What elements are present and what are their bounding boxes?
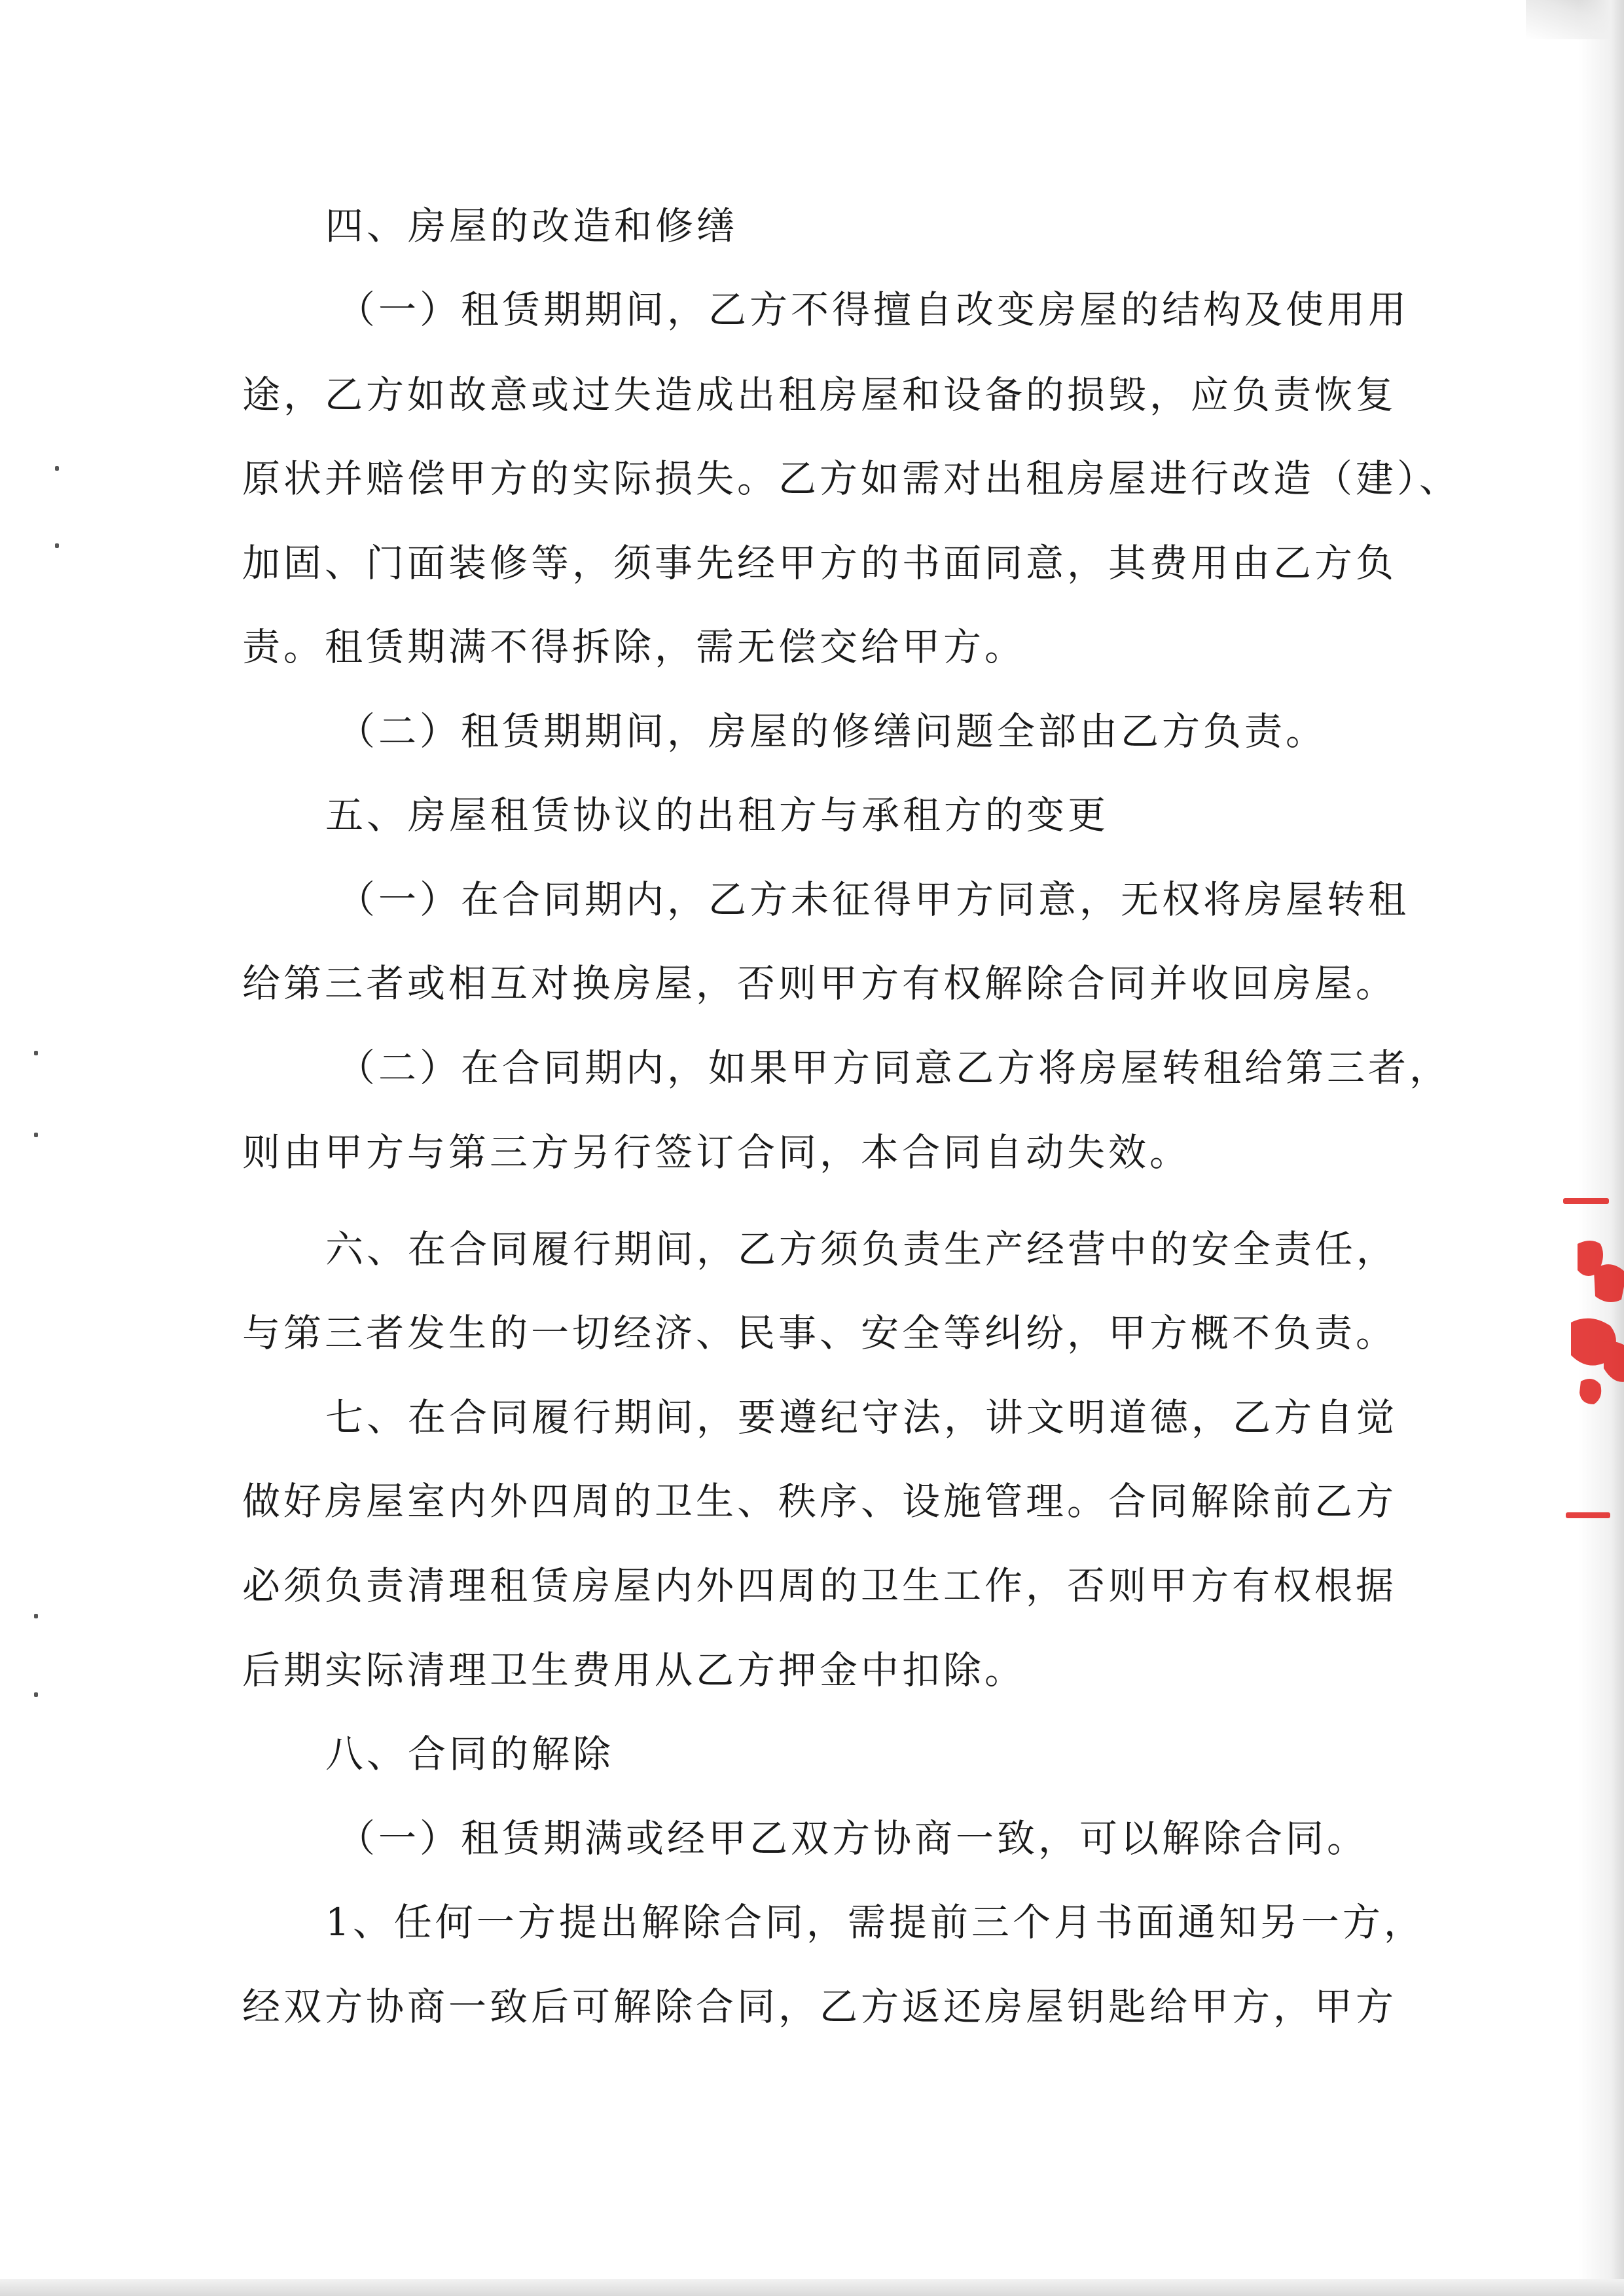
scan-speck — [34, 1051, 38, 1055]
paragraph-line: （一）租赁期满或经甲乙双方协商一致，可以解除合同。 — [337, 1816, 1369, 1861]
scan-edge-shadow — [1578, 0, 1624, 2296]
section-heading-7: 七、在合同履行期间，要遵纪守法，讲文明道德，乙方自觉 — [325, 1395, 1398, 1440]
scan-speck — [34, 1614, 38, 1618]
paragraph-line: 责。租赁期满不得拆除，需无偿交给甲方。 — [242, 625, 1026, 669]
paragraph-line: 经双方协商一致后可解除合同，乙方返还房屋钥匙给甲方，甲方 — [242, 1984, 1398, 2029]
paragraph-line: 途，乙方如故意或过失造成出租房屋和设备的损毁，应负责恢复 — [242, 373, 1398, 417]
section-heading-5: 五、房屋租赁协议的出租方与承租方的变更 — [325, 793, 1110, 837]
scan-speck — [34, 1692, 38, 1697]
paragraph-line: （一）在合同期内，乙方未征得甲方同意，无权将房屋转租 — [337, 877, 1410, 922]
section-heading-4: 四、房屋的改造和修缮 — [325, 204, 738, 248]
paragraph-line: （二）租赁期期间，房屋的修缮问题全部由乙方负责。 — [337, 709, 1327, 754]
paragraph-line: （一）租赁期期间，乙方不得擅自改变房屋的结构及使用用 — [337, 287, 1410, 332]
paragraph-line: 1、任何一方提出解除合同，需提前三个月书面通知另一方， — [325, 1900, 1425, 1944]
paragraph-line: 做好房屋室内外四周的卫生、秩序、设施管理。合同解除前乙方 — [242, 1479, 1398, 1523]
paragraph-line: 则由甲方与第三方另行签订合同，本合同自动失效。 — [242, 1130, 1191, 1175]
section-heading-6: 六、在合同履行期间，乙方须负责生产经营中的安全责任， — [325, 1227, 1398, 1271]
section-heading-8: 八、合同的解除 — [325, 1732, 615, 1776]
paragraph-line: 给第三者或相互对换房屋，否则甲方有权解除合同并收回房屋。 — [242, 961, 1398, 1006]
paragraph-line: 原状并赔偿甲方的实际损失。乙方如需对出租房屋进行改造（建）、 — [242, 456, 1461, 501]
scan-bottom-edge — [0, 2279, 1624, 2296]
scan-speck — [55, 466, 59, 471]
paragraph-line: （二）在合同期内，如果甲方同意乙方将房屋转租给第三者， — [337, 1046, 1451, 1090]
paragraph-line: 后期实际清理卫生费用从乙方押金中扣除。 — [242, 1648, 1026, 1692]
scan-speck — [55, 543, 59, 548]
paragraph-line: 加固、门面装修等，须事先经甲方的书面同意，其费用由乙方负 — [242, 541, 1398, 585]
paragraph-line: 与第三者发生的一切经济、民事、安全等纠纷，甲方概不负责。 — [242, 1311, 1398, 1355]
red-seal-stamp — [1558, 1172, 1624, 1539]
scan-speck — [34, 1133, 38, 1137]
paragraph-line: 必须负责清理租赁房屋内外四周的卫生工作，否则甲方有权根据 — [242, 1563, 1398, 1608]
